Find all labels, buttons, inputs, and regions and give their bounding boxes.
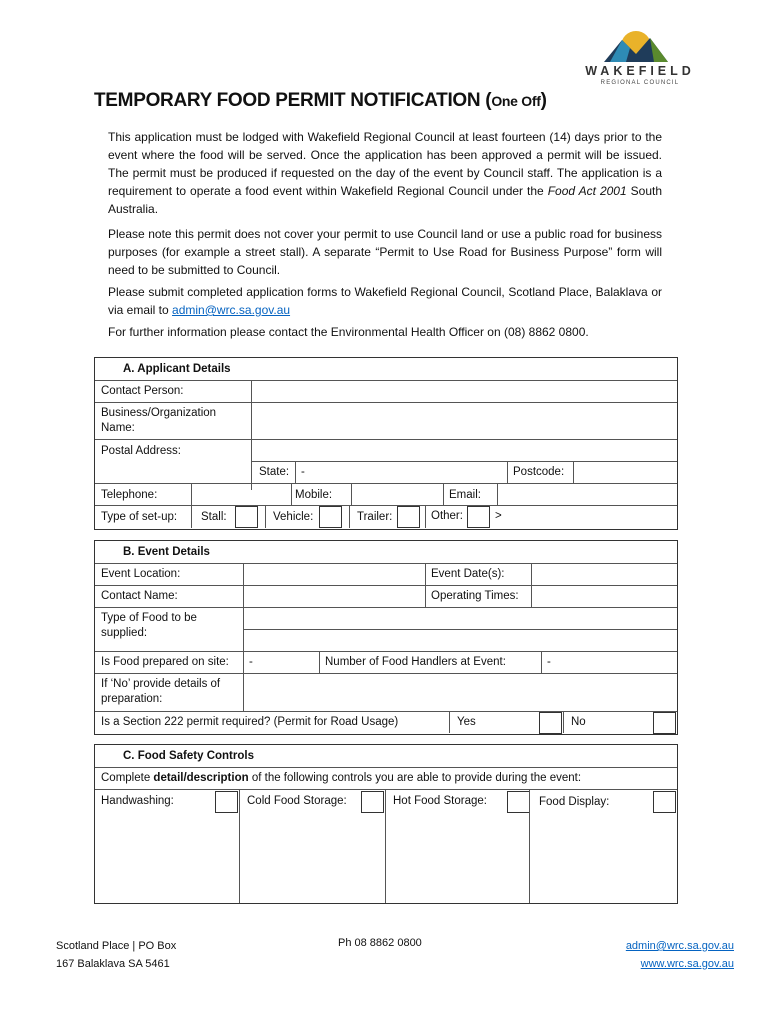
- contact-name-label: Contact Name:: [101, 590, 178, 602]
- section-222-yes-label: Yes: [457, 716, 476, 728]
- state-label: State:: [259, 466, 290, 478]
- section-222-label: Is a Section 222 permit required? (Permit for Road Usage): [101, 716, 399, 728]
- footer-phone: Ph 08 8862 0800: [338, 937, 422, 949]
- other-checkbox[interactable]: [467, 506, 490, 528]
- food-type-label: Type of Food to be supplied:: [101, 612, 197, 639]
- stall-checkbox[interactable]: [235, 506, 258, 528]
- intro-paragraph-4: For further information please contact the Environmental Health Officer on (08) 8862 0800.: [108, 325, 589, 339]
- intro-paragraph-1: This application must be lodged with Wakefield Regional Council at least fourteen (14) days prior to the event where the food will be served. Once the application has been approved a permit will be issued. The permit must be produced if requested on the day of the event by Council staff. The application is a requirement to operate a food event within Wakefield Regional Council under the Food Act 2001 South Australia.: [108, 130, 663, 216]
- trailer-label: Trailer:: [357, 511, 393, 523]
- section-222-no-checkbox[interactable]: [653, 712, 676, 734]
- footer-web-link[interactable]: www.wrc.sa.gov.au: [640, 958, 734, 970]
- postcode-label: Postcode:: [513, 466, 565, 478]
- food-prepared-label: Is Food prepared on site:: [101, 656, 229, 668]
- section-222-no-label: No: [571, 716, 586, 728]
- event-dates-field[interactable]: [532, 564, 676, 585]
- state-field[interactable]: -: [301, 466, 305, 478]
- hot-storage-label: Hot Food Storage:: [393, 795, 487, 807]
- council-logo: [596, 28, 676, 64]
- preparation-details-label: If ‘No’ provide details of preparation:: [101, 678, 221, 705]
- food-handlers-label: Number of Food Handlers at Event:: [325, 656, 506, 668]
- section-a-heading: A. Applicant Details: [123, 363, 231, 375]
- food-display-checkbox[interactable]: [653, 791, 676, 813]
- business-name-label: Business/Organization Name:: [101, 407, 217, 434]
- intro-paragraph-3: Please submit completed application forms to Wakefield Regional Council, Scotland Place, Balaklava or via email to admin@wrc.sa.gov.au: [108, 285, 662, 317]
- email-label: Email:: [449, 489, 481, 501]
- section-222-yes-checkbox[interactable]: [539, 712, 562, 734]
- event-dates-label: Event Date(s):: [431, 568, 505, 580]
- section-b-heading: B. Event Details: [123, 546, 210, 558]
- food-display-label: Food Display:: [539, 796, 610, 808]
- food-handlers-field[interactable]: -: [547, 656, 551, 668]
- event-location-label: Event Location:: [101, 568, 181, 580]
- logo-subtitle: REGIONAL COUNCIL: [600, 80, 680, 86]
- telephone-label: Telephone:: [101, 489, 158, 501]
- other-label: Other:: [431, 510, 463, 522]
- handwashing-label: Handwashing:: [101, 795, 174, 807]
- controls-instructions: Complete detail/description of the following controls you are able to provide during the event:: [101, 772, 582, 784]
- applicant-details-table: [94, 357, 678, 530]
- contact-name-field[interactable]: [244, 586, 424, 607]
- cold-storage-label: Cold Food Storage:: [247, 795, 347, 807]
- food-safety-table: [94, 744, 678, 904]
- footer-contact: [626, 937, 734, 973]
- intro-paragraph-2: Please note this permit does not cover your permit to use Council land or use a public road for business purposes (for example a street stall). A separate “Permit to Use Road for Business Purpose” form will need to be submitted to Council.: [108, 227, 662, 277]
- food-prepared-field[interactable]: -: [249, 656, 253, 668]
- admin-email-link[interactable]: admin@wrc.sa.gov.au: [172, 303, 291, 317]
- postal-address-label: Postal Address:: [101, 445, 181, 457]
- email-field[interactable]: [498, 484, 676, 505]
- setup-type-label: Type of set-up:: [101, 511, 178, 523]
- footer-address: [56, 937, 176, 973]
- operating-times-field[interactable]: [532, 586, 676, 607]
- event-location-field[interactable]: [244, 564, 424, 585]
- other-arrow: >: [495, 510, 502, 522]
- logo-name: WAKEFIELD: [585, 64, 695, 78]
- footer-address-line-2: 167 Balaklava SA 5461: [56, 958, 170, 970]
- business-name-field[interactable]: [252, 403, 676, 439]
- contact-person-field[interactable]: [252, 381, 676, 402]
- section-c-heading: C. Food Safety Controls: [123, 750, 254, 762]
- preparation-details-field[interactable]: [244, 674, 676, 711]
- mobile-field[interactable]: [352, 484, 442, 505]
- telephone-field[interactable]: [192, 484, 290, 505]
- stall-label: Stall:: [201, 511, 227, 523]
- vehicle-label: Vehicle:: [273, 511, 314, 523]
- footer-address-line-1: Scotland Place | PO Box: [56, 940, 177, 952]
- event-details-table: [94, 540, 678, 735]
- operating-times-label: Operating Times:: [431, 590, 519, 602]
- contact-person-label: Contact Person:: [101, 385, 184, 397]
- food-type-field[interactable]: [244, 608, 676, 651]
- handwashing-checkbox[interactable]: [215, 791, 238, 813]
- mobile-label: Mobile:: [295, 489, 333, 501]
- postal-address-field[interactable]: [252, 440, 676, 461]
- page-title: TEMPORARY FOOD PERMIT NOTIFICATION (One Off): [94, 90, 547, 111]
- trailer-checkbox[interactable]: [397, 506, 420, 528]
- cold-storage-checkbox[interactable]: [361, 791, 384, 813]
- footer-email-link[interactable]: admin@wrc.sa.gov.au: [625, 940, 734, 952]
- postcode-field[interactable]: [574, 462, 676, 483]
- hot-storage-checkbox[interactable]: [507, 791, 530, 813]
- vehicle-checkbox[interactable]: [319, 506, 342, 528]
